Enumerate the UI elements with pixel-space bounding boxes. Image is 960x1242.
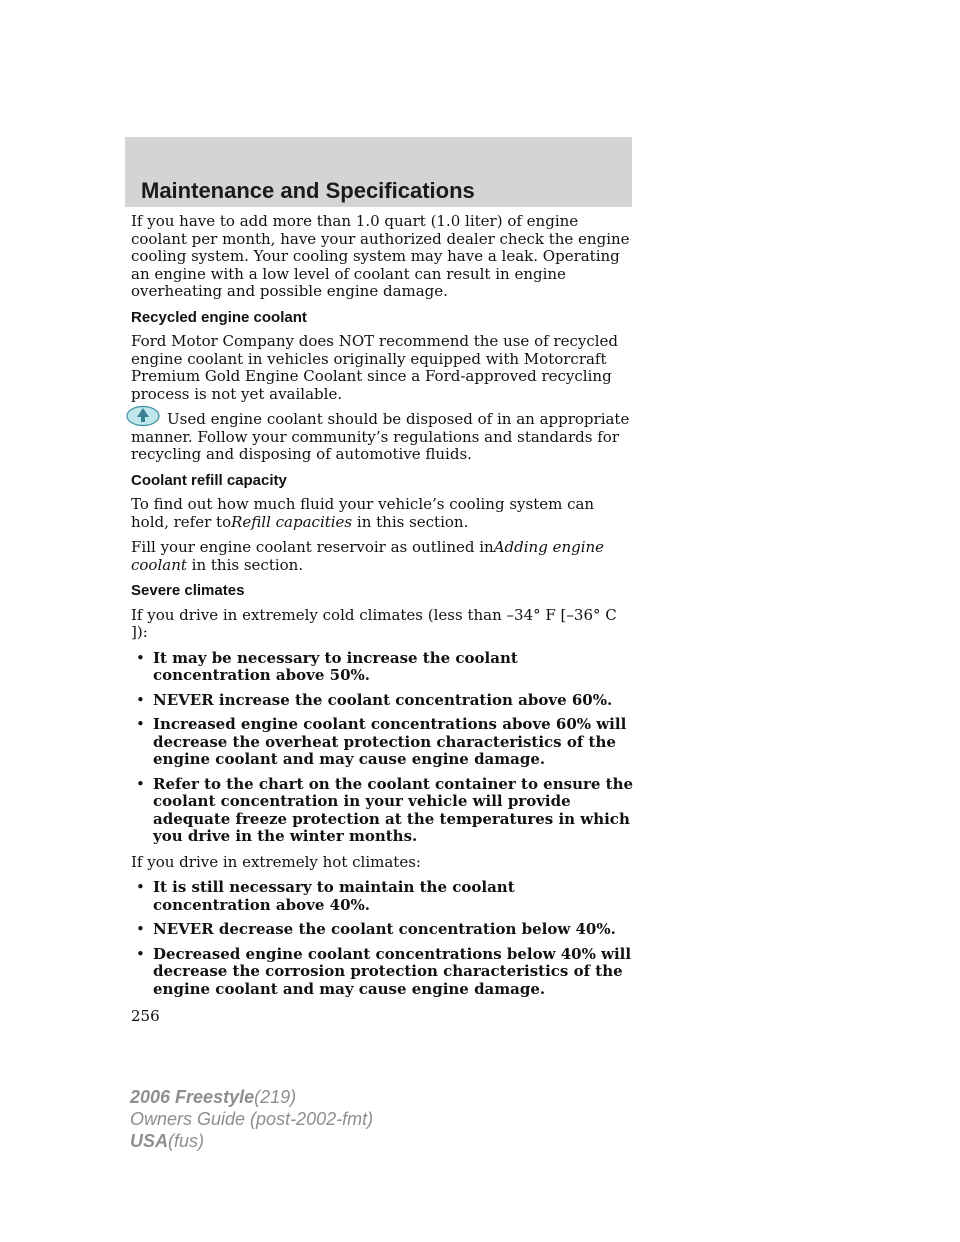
list-item: • Increased engine coolant concentrations above 60% will decrease the overheat protection characteristics of the engine coolant and may cause engine damage. (131, 716, 636, 769)
document-footer (130, 1086, 373, 1152)
heading-recycled-coolant: Recycled engine coolant (131, 308, 307, 326)
recycling-note-first-line: Used engine coolant should be disposed of in an appropriate (167, 410, 630, 428)
cold-climate-intro: If you drive in extremely cold climates (less than –34° F [–36° C ]): (131, 605, 617, 641)
recycle-tree-icon (126, 405, 160, 427)
page-number: 256 (131, 1007, 160, 1025)
refill-paragraph: To find out how much fluid your vehicle’s cooling system can hold, refer toRefill capacities in this section. (131, 495, 595, 531)
list-item: • Refer to the chart on the coolant container to ensure the coolant concentration in your vehicle will provide adequate freeze protection at the temperatures in which you drive in the winter months. (131, 776, 636, 846)
list-item: • Decreased engine coolant concentrations below 40% will decrease the corrosion protection characteristics of the engine coolant and may cause engine damage. (131, 946, 636, 999)
list-item: • NEVER decrease the coolant concentration below 40%. (131, 921, 636, 939)
heading-refill-capacity: Coolant refill capacity (131, 471, 287, 489)
recycling-note (131, 411, 636, 464)
refill-capacities-link[interactable]: Refill capacities (231, 512, 353, 531)
list-item: • NEVER increase the coolant concentration above 60%. (131, 692, 636, 710)
cold-climate-list (131, 650, 636, 846)
list-item: • It is still necessary to maintain the coolant concentration above 40%. (131, 879, 636, 914)
hot-climate-intro: If you drive in extremely hot climates: (131, 852, 421, 871)
hot-climate-list (131, 879, 636, 998)
footer-line-3: USA(fus) (130, 1131, 205, 1151)
section-title: Maintenance and Specifications (141, 178, 475, 203)
recycled-paragraph: Ford Motor Company does NOT recommend the use of recycled engine coolant in vehicles originally equipped with Motorcraft Premium Gold Engine Coolant since a Ford-approved recycling process is not yet available. (131, 332, 619, 403)
adding-coolant-link[interactable]: Adding engine coolant (131, 538, 605, 574)
fill-reservoir-paragraph: Fill your engine coolant reservoir as outlined inAdding engine coolant in this section. (131, 538, 605, 574)
footer-line-1: 2006 Freestyle(219) (130, 1087, 297, 1107)
recycling-note-rest: manner. Follow your community’s regulations and standards for recycling and disposing of automotive fluids. (131, 427, 619, 463)
heading-severe-climates: Severe climates (131, 582, 245, 599)
list-item: • It may be necessary to increase the coolant concentration above 50%. (131, 650, 636, 685)
intro-paragraph: If you have to add more than 1.0 quart (1.0 liter) of engine coolant per month, have your authorized dealer check the engine cooling system. Your cooling system may have a leak. Operating an engine with a low level of coolant can result in engine overheating and possible engine damage. (131, 212, 630, 300)
page-content (131, 213, 636, 1026)
footer-line-2: Owners Guide (post-2002-fmt) (130, 1109, 374, 1129)
